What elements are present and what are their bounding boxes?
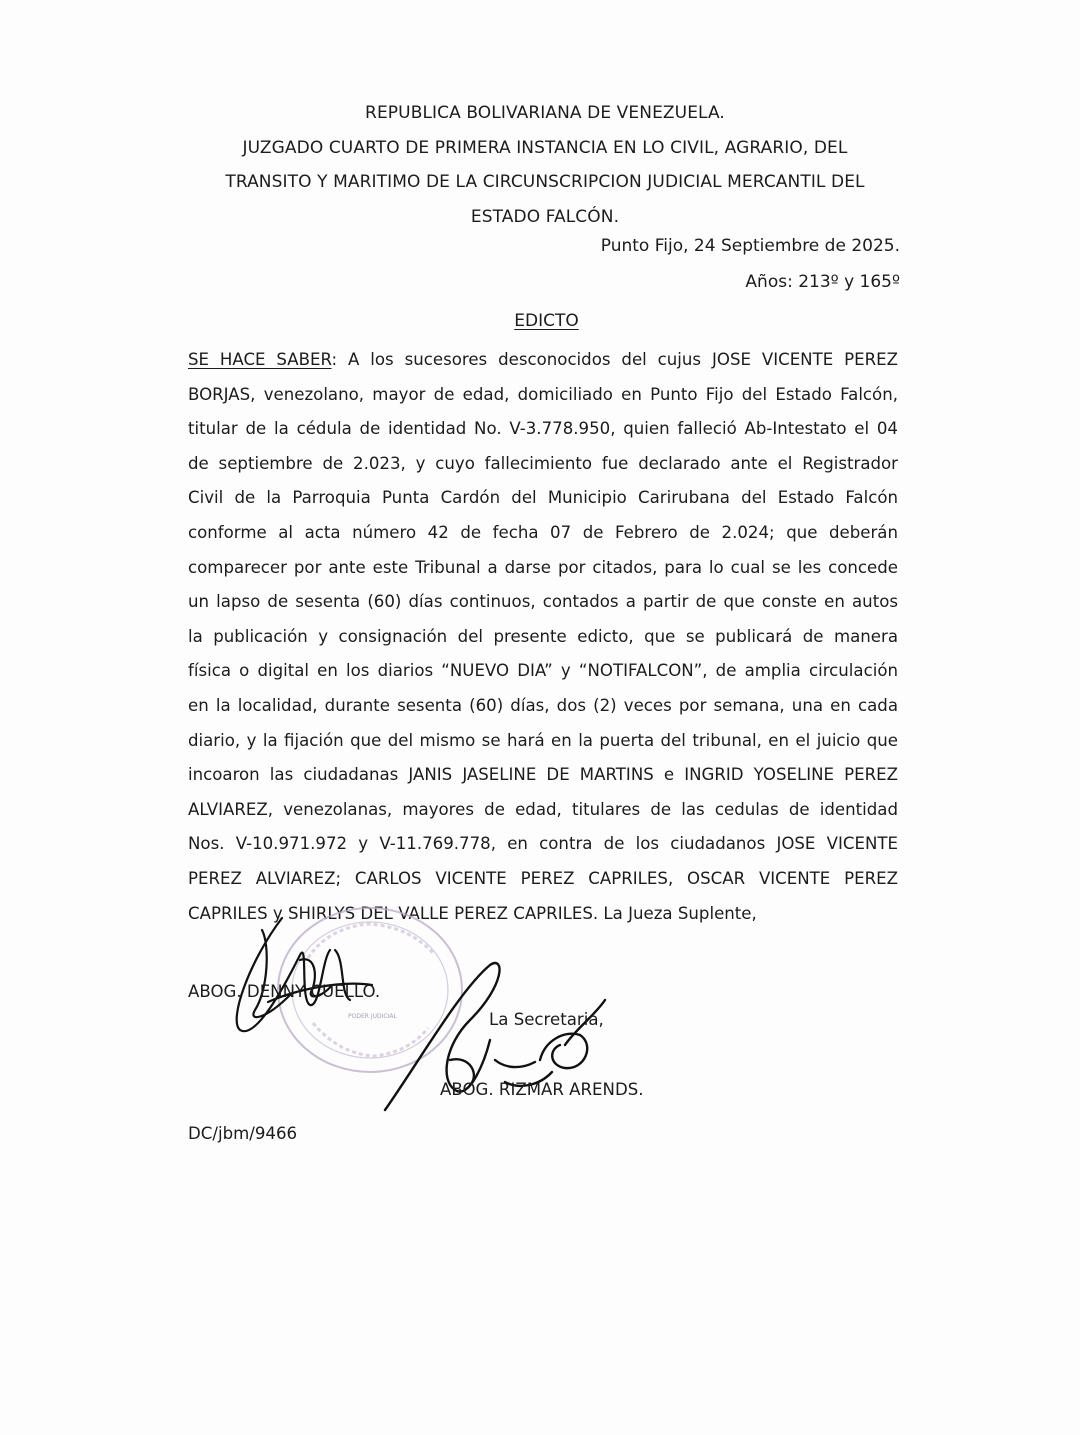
body-line: ALVIAREZ, venezolanas, mayores de edad, titulares de las cedulas de identidad	[188, 799, 898, 819]
header-line-3: TRANSITO Y MARITIMO DE LA CIRCUNSCRIPCION JUDICIAL MERCANTIL DEL	[225, 172, 865, 192]
body-lead: SE HACE SABER	[188, 350, 332, 369]
body-line: comparecer por ante este Tribunal a darse por citados, para lo cual se les concede	[188, 557, 898, 577]
body-line: un lapso de sesenta (60) días continuos, contados a partir de que conste en autos	[188, 592, 898, 612]
body-line: de septiembre de 2.023, y cuyo fallecimiento fue declarado ante el Registrador	[188, 453, 898, 473]
body-line: BORJAS, venezolano, mayor de edad, domiciliado en Punto Fijo del Estado Falcón,	[188, 384, 898, 404]
document-reference: DC/jbm/9466	[188, 1124, 298, 1143]
body-line: Civil de la Parroquia Punta Cardón del Municipio Carirubana del Estado Falcón	[188, 488, 898, 508]
document-title: EDICTO	[514, 311, 579, 331]
body-line: CAPRILES y SHIRLYS DEL VALLE PEREZ CAPRILES. La Jueza Suplente,	[188, 903, 757, 923]
body-line: Nos. V-10.971.972 y V-11.769.778, en contra de los ciudadanos JOSE VICENTE	[188, 834, 898, 854]
header-line-2: JUZGADO CUARTO DE PRIMERA INSTANCIA EN LO CIVIL, AGRARIO, DEL	[242, 137, 848, 158]
body-line: física o digital en los diarios “NUEVO DIA” y “NOTIFALCON”, de amplia circulación	[188, 661, 898, 681]
court-header	[190, 96, 900, 234]
header-line-4: ESTADO FALCÓN.	[470, 206, 620, 227]
secretary-name: ABOG. RIZMAR ARENDS.	[440, 1080, 644, 1099]
body-line: la publicación y consignación del presente edicto, que se publicará de manera	[188, 626, 898, 646]
body-line: incoaron las ciudadanas JANIS JASELINE DE MARTINS e INGRID YOSELINE PEREZ	[188, 765, 898, 785]
body-line: diario, y la fijación que del mismo se hará en la puerta del tribunal, en el juicio que	[188, 730, 898, 750]
body-line: conforme al acta número 42 de fecha 07 de Febrero de 2.024; que deberán	[188, 522, 898, 542]
edict-body	[188, 343, 898, 931]
body-line: en la localidad, durante sesenta (60) días, dos (2) veces por semana, una en cada	[188, 695, 898, 715]
document-date: Punto Fijo, 24 Septiembre de 2025.	[600, 236, 900, 256]
body-line	[188, 343, 898, 378]
header-line-1: REPUBLICA BOLIVARIANA DE VENEZUELA.	[365, 103, 725, 123]
judge-name: ABOG. DENNY CUELLO.	[188, 982, 381, 1001]
secretary-label: La Secretaria,	[489, 1010, 604, 1029]
document-years: Años: 213º y 165º	[745, 272, 900, 292]
body-line: PEREZ ALVIAREZ; CARLOS VICENTE PEREZ CAPRILES, OSCAR VICENTE PEREZ	[188, 868, 898, 888]
body-line: titular de la cédula de identidad No. V-3.778.950, quien falleció Ab-Intestato el 04	[188, 419, 898, 439]
stamp-text: PODER JUDICIAL	[348, 1013, 397, 1020]
body-line-text: : A los sucesores desconocidos del cujus JOSE VICENTE PEREZ	[331, 350, 898, 369]
